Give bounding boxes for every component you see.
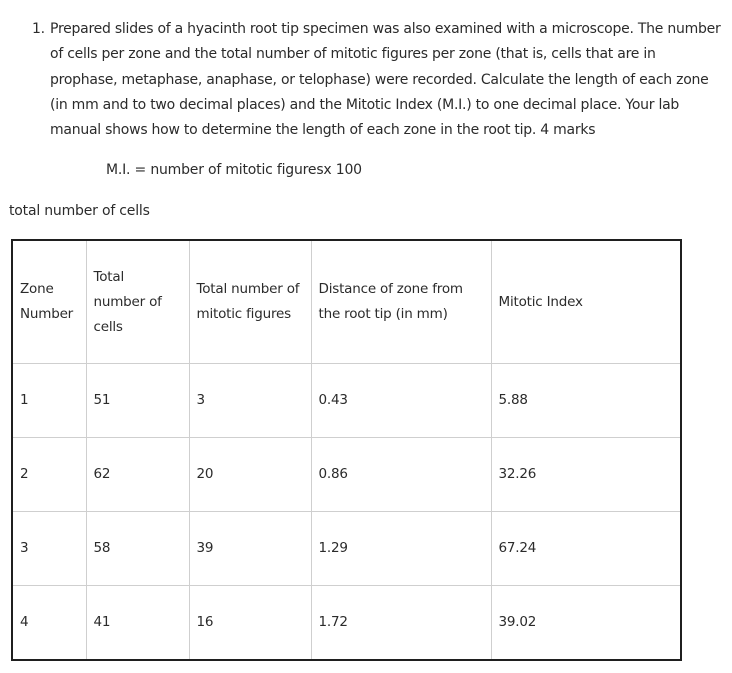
- table-row: [12, 364, 681, 438]
- cell-distance: 0.43: [311, 364, 491, 438]
- cell-zone: 2: [12, 438, 86, 512]
- cell-zone: 3: [12, 512, 86, 586]
- table-row: [12, 586, 681, 661]
- cell-total-cells: 41: [86, 586, 189, 661]
- cell-mitotic-figures: 20: [189, 438, 311, 512]
- header-mitotic-figures: Total number of mitotic figures: [189, 240, 311, 364]
- mitotic-index-table: [11, 239, 682, 661]
- cell-zone: 4: [12, 586, 86, 661]
- cell-total-cells: 62: [86, 438, 189, 512]
- question-number: 1.: [32, 21, 45, 37]
- cell-total-cells: 58: [86, 512, 189, 586]
- question-text: Prepared slides of a hyacinth root tip specimen was also examined with a microscope. The number of cells per zone and the total number of mitotic figures per zone (that is, cells that are in prophase, metaphase, anaphase, or telophase) were recorded. Calculate the length of each zone (in mm and to two decimal places) and the Mitotic Index (M.I.) to one decimal place. Your lab manual shows how to determine the length of each zone in the root tip. 4 marks: [50, 21, 721, 139]
- cell-mitotic-index: 5.88: [491, 364, 681, 438]
- table-row: [12, 438, 681, 512]
- cell-mitotic-figures: 3: [189, 364, 311, 438]
- cell-distance: 1.72: [311, 586, 491, 661]
- cell-mitotic-index: 39.02: [491, 586, 681, 661]
- cell-mitotic-figures: 16: [189, 586, 311, 661]
- header-mitotic-index: Mitotic Index: [491, 240, 681, 364]
- formula-numerator-line: M.I. = number of mitotic figuresx 100: [106, 162, 362, 178]
- cell-total-cells: 51: [86, 364, 189, 438]
- cell-mitotic-index: 67.24: [491, 512, 681, 586]
- question-paragraph: [32, 17, 727, 143]
- cell-mitotic-figures: 39: [189, 512, 311, 586]
- header-distance: Distance of zone from the root tip (in mm): [311, 240, 491, 364]
- cell-mitotic-index: 32.26: [491, 438, 681, 512]
- cell-distance: 1.29: [311, 512, 491, 586]
- header-zone-number: Zone Number: [12, 240, 86, 364]
- header-total-cells: Total number of cells: [86, 240, 189, 364]
- table-row: [12, 512, 681, 586]
- table-header-row: [12, 240, 681, 364]
- cell-distance: 0.86: [311, 438, 491, 512]
- formula-denominator-line: total number of cells: [9, 203, 150, 219]
- cell-zone: 1: [12, 364, 86, 438]
